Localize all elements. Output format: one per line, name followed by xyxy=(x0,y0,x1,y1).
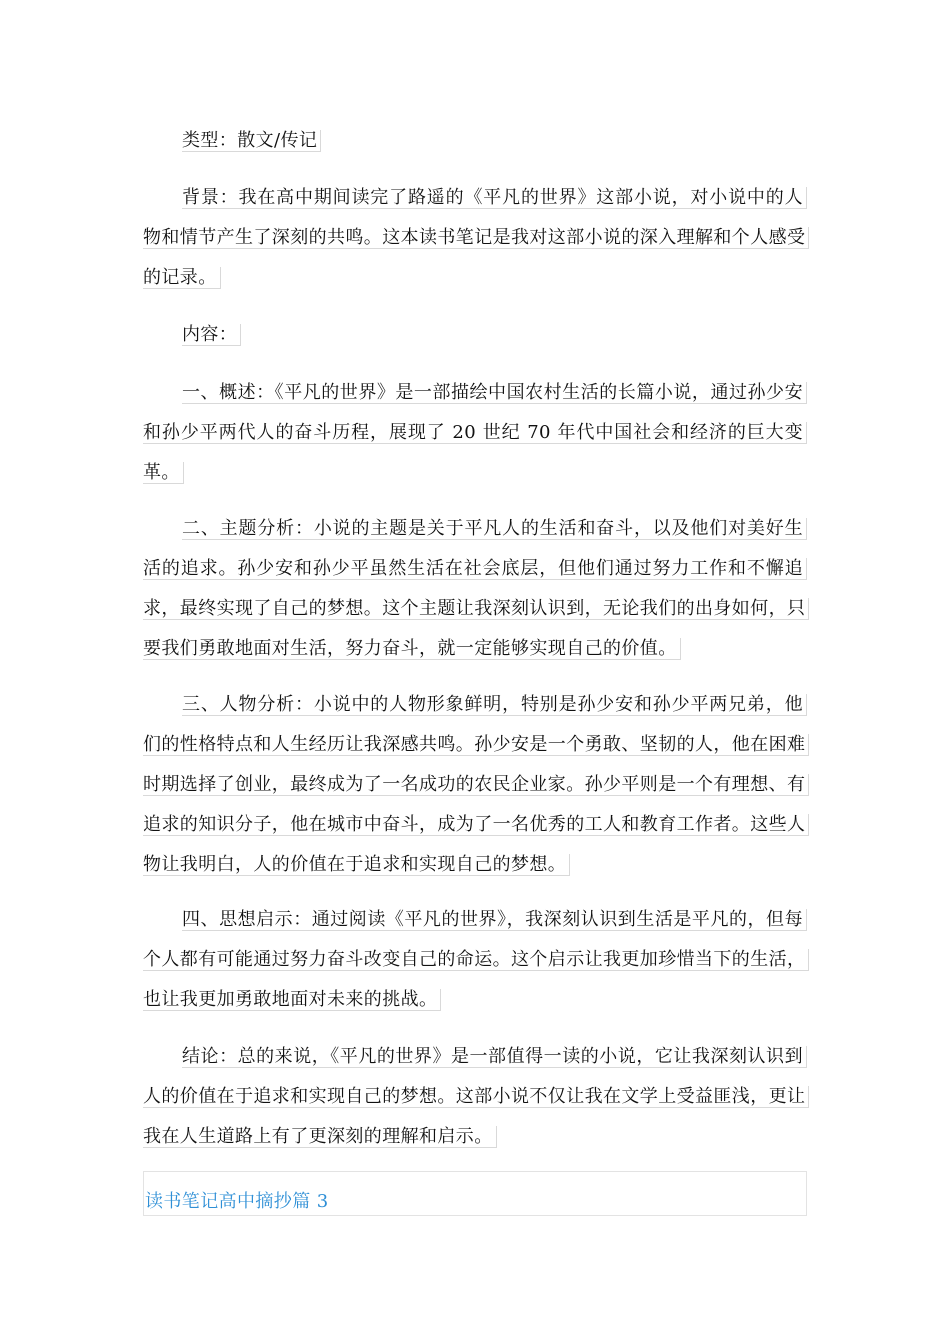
paragraph-background xyxy=(143,178,807,298)
paragraph-overview xyxy=(143,373,807,493)
paragraph-inspiration-text: 四、思想启示：通过阅读《平凡的世界》，我深刻认识到生活是平凡的，但每个人都有可能通过努力奋斗改变自己的命运。这个启示让我更加珍惜当下的生活，也让我更加勇敢地面对未来的挑战。 xyxy=(143,909,809,1011)
next-section-heading-text[interactable]: 读书笔记高中摘抄篇 3 xyxy=(145,1191,329,1212)
paragraph-type-text: 类型：散文/传记 xyxy=(182,130,321,152)
paragraph-conclusion xyxy=(143,1037,807,1157)
paragraph-character-analysis-text: 三、人物分析：小说中的人物形象鲜明，特别是孙少安和孙少平两兄弟，他们的性格特点和人生经历让我深感共鸣。孙少安是一个勇敢、坚韧的人，他在困难时期选择了创业，最终成为了一名成功的农民企业家。孙少平则是一个有理想、有追求的知识分子，他在城市中奋斗，成为了一名优秀的工人和教育工作者。这些人物让我明白，人的价值在于追求和实现自己的梦想。 xyxy=(143,694,809,876)
paragraph-theme-analysis-text: 二、主题分析：小说的主题是关于平凡人的生活和奋斗，以及他们对美好生活的追求。孙少安和孙少平虽然生活在社会底层，但他们通过努力工作和不懈追求，最终实现了自己的梦想。这个主题让我深刻认识到，无论我们的出身如何，只要我们勇敢地面对生活，努力奋斗，就一定能够实现自己的价值。 xyxy=(143,518,809,660)
paragraph-content-label xyxy=(143,315,807,355)
paragraph-theme-analysis xyxy=(143,509,807,669)
paragraph-background-text: 背景：我在高中期间读完了路遥的《平凡的世界》这部小说，对小说中的人物和情节产生了深刻的共鸣。这本读书笔记是我对这部小说的深入理解和个人感受的记录。 xyxy=(143,187,809,289)
paragraph-character-analysis xyxy=(143,685,807,885)
paragraph-inspiration xyxy=(143,900,807,1020)
paragraph-content-label-text: 内容： xyxy=(182,324,241,346)
paragraph-overview-text: 一、概述：《平凡的世界》是一部描绘中国农村生活的长篇小说，通过孙少安和孙少平两代人的奋斗历程，展现了 20 世纪 70 年代中国社会和经济的巨大变革。 xyxy=(143,382,807,484)
paragraph-type xyxy=(143,121,807,161)
paragraph-conclusion-text: 结论：总的来说，《平凡的世界》是一部值得一读的小说，它让我深刻认识到人的价值在于追求和实现自己的梦想。这部小说不仅让我在文学上受益匪浅，更让我在人生道路上有了更深刻的理解和启示。 xyxy=(143,1046,809,1148)
next-section-heading[interactable] xyxy=(143,1171,807,1216)
